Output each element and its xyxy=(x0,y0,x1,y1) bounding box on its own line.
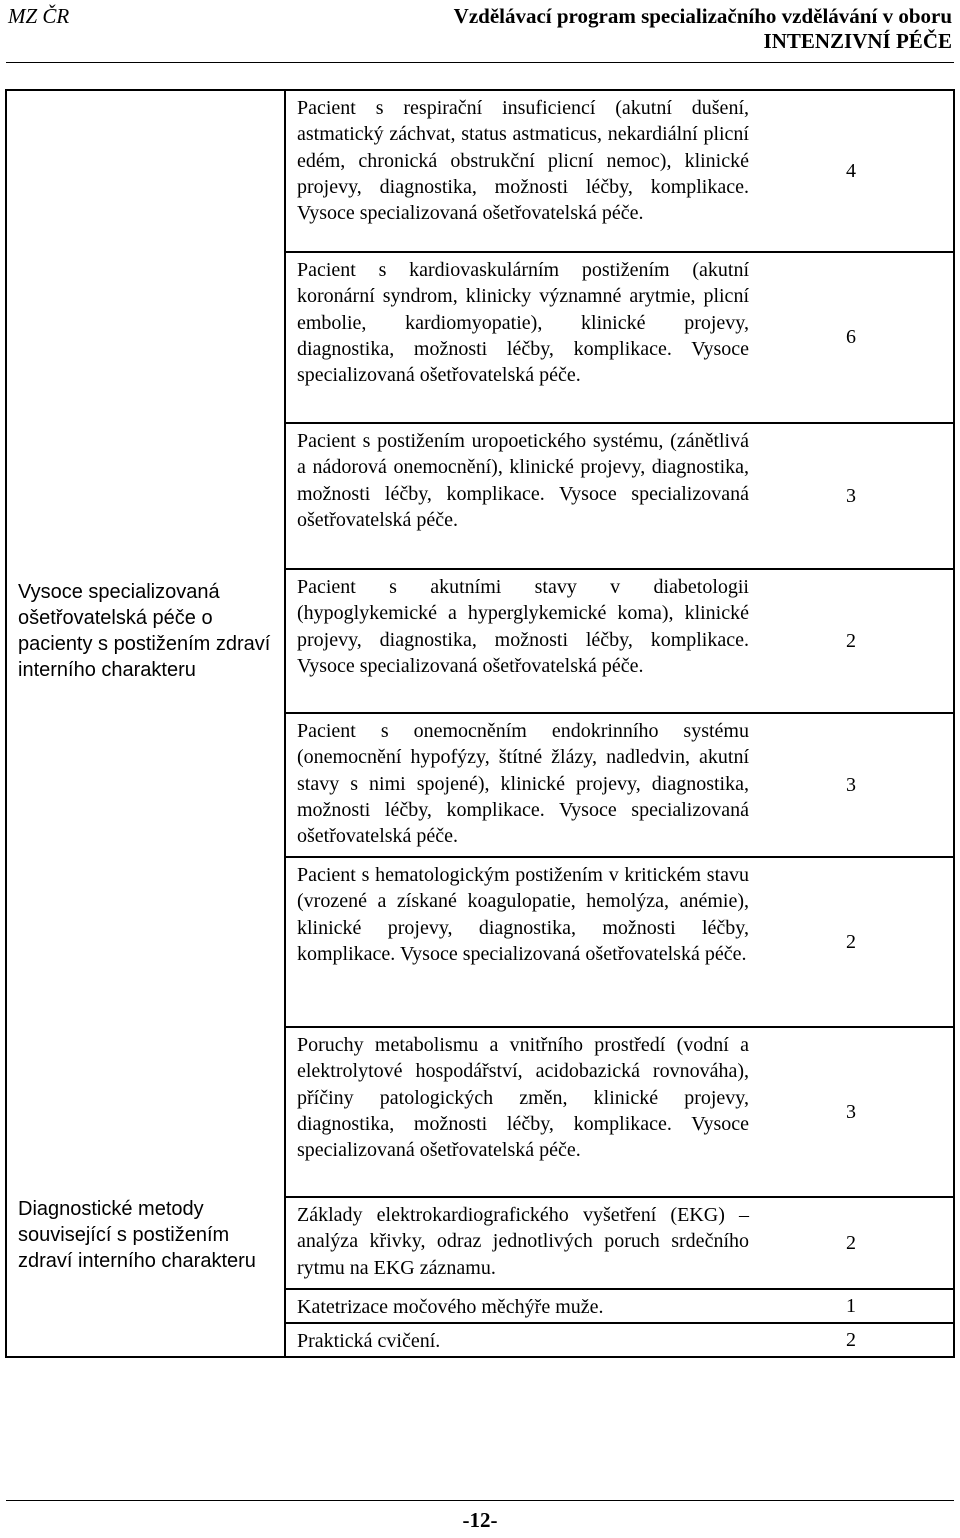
header-title-line2: INTENZIVNÍ PÉČE xyxy=(763,29,952,53)
curriculum-table xyxy=(5,89,955,1358)
footer-divider xyxy=(6,1500,954,1501)
table-row xyxy=(286,91,953,253)
row-text: Pacient s hematologickým postižením v kritickém stavu (vrozené a získané koagulopatie, hemolýza, anémie), klinické projevy, diagnostika, možnosti léčby, komplikace. Vysoce specializovaná ošetřovatelská péče. xyxy=(297,864,749,965)
row-hours: 4 xyxy=(846,159,856,182)
row-hours: 3 xyxy=(846,1100,856,1123)
table-row xyxy=(286,424,953,570)
row-hours: 1 xyxy=(846,1294,856,1317)
row-text: Pacient s onemocněním endokrinního systému (onemocnění hypofýzy, štítné žlázy, nadledvin, akutní stavy s nimi spojené), klinické projevy, diagnostika, možnosti léčby, komplikace. Vysoce specializovaná ošetřovatelská péče. xyxy=(297,720,749,848)
header-divider xyxy=(6,62,954,63)
table-row xyxy=(286,714,953,858)
table-row xyxy=(286,858,953,1028)
content-column xyxy=(285,90,954,1357)
header-ministry: MZ ČR xyxy=(8,4,70,28)
row-text: Katetrizace močového měchýře muže. xyxy=(297,1296,604,1318)
page-header xyxy=(0,0,960,64)
row-text: Poruchy metabolismu a vnitřního prostředí (vodní a elektrolytové hospodářství, acidobazická rovnováha), příčiny patologických změn, klinické projevy, diagnostika, možnosti léčby, komplikace. Vysoce specializovaná ošetřovatelská péče. xyxy=(297,1034,749,1162)
row-text: Praktická cvičení. xyxy=(297,1330,441,1352)
topic-heading-diagnostics: Diagnostické metody související s postižením zdraví interního charakteru xyxy=(18,1198,256,1272)
row-text: Základy elektrokardiografického vyšetření (EKG) – analýza křivky, odraz jednotlivých poruch srdečního rytmu na EKG záznamu. xyxy=(297,1204,749,1279)
header-title-line1: Vzdělávací program specializačního vzdělávání v oboru xyxy=(453,4,952,28)
row-hours: 2 xyxy=(846,930,856,953)
row-text: Pacient s kardiovaskulárním postižením (akutní koronární syndrom, klinicky významné arytmie, plicní embolie, kardiomyopatie), klinické projevy, diagnostika, možnosti léčby, komplikace. Vysoce specializovaná ošetřovatelská péče. xyxy=(297,259,749,387)
page-number: -12- xyxy=(462,1508,498,1532)
row-text: Pacient s respirační insuficiencí (akutní dušení, astmatický záchvat, status astmaticus, nekardiální plicní edém, chronická obstrukční plicní nemoc), klinické projevy, diagnostika, možnosti léčby, komplikace. Vysoce specializovaná ošetřovatelská péče. xyxy=(297,97,749,225)
table-row xyxy=(286,1324,953,1356)
header-title xyxy=(454,4,952,54)
row-hours: 3 xyxy=(846,484,856,507)
table-row xyxy=(286,253,953,424)
row-hours: 2 xyxy=(846,1328,856,1351)
table-row xyxy=(286,570,953,714)
row-hours: 3 xyxy=(846,773,856,796)
table-row xyxy=(286,1290,953,1324)
row-text: Pacient s akutními stavy v diabetologii (hypoglykemické a hyperglykemické koma), klinické projevy, diagnostika, možnosti léčby, komplikace. Vysoce specializovaná ošetřovatelská péče. xyxy=(297,576,749,677)
row-hours: 2 xyxy=(846,629,856,652)
row-hours: 6 xyxy=(846,326,856,348)
topic-heading-care: Vysoce specializovaná ošetřovatelská péče o pacienty s postižením zdraví interního charakteru xyxy=(18,581,271,681)
table-row xyxy=(286,1028,953,1198)
table-row xyxy=(286,1198,953,1290)
topic-column xyxy=(6,90,285,1357)
row-hours: 2 xyxy=(846,1231,856,1254)
row-text: Pacient s postižením uropoetického systému, (zánětlivá a nádorová onemocnění), klinické projevy, diagnostika, možnosti léčby, komplikace. Vysoce specializovaná ošetřovatelská péče. xyxy=(297,430,749,531)
